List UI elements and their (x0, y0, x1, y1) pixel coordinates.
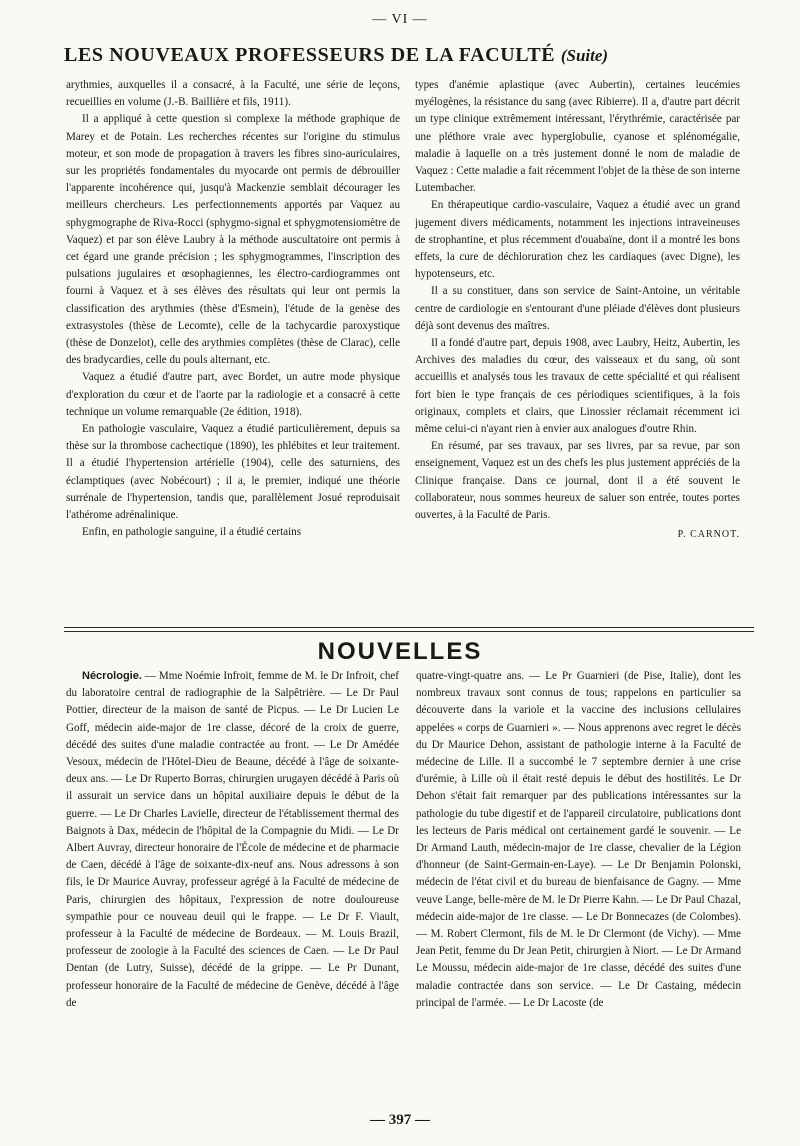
news-column-left (66, 668, 399, 1096)
article-paragraph: arythmies, auxquelles il a consacré, à la Faculté, une série de leçons, recueillies en volume (J.-B. Baillière et fils, 1911). (66, 79, 400, 109)
article-column-right (415, 77, 740, 617)
article-paragraph: En pathologie vasculaire, Vaquez a étudié particulièrement, depuis sa thèse sur la thrombose cachectique (1890), les phlébites et leur traitement. Il a étudié l'hypertension artérielle (1904), celle des saturniens, des éclamptiques (avec Nobécourt) ; il a, le premier, indiqué une théorie surrénale de l'hypertension, tandis que, parallèlement Josué reproduisait l'athérome adrénalinique. (66, 423, 400, 522)
page-number: — 397 — (370, 1112, 430, 1128)
section-title: NOUVELLES (317, 638, 483, 665)
article-paragraph: En thérapeutique cardio-vasculaire, Vaquez a étudié avec un grand jugement divers médicaments, notamment les injections intraveineuses de strophantine, et plus récemment d'ouabaïne, dont il a montré les bons effets, la cure de déchloruration chez les cardiaques (avec Digne), les hypotenseurs, etc. (415, 199, 740, 281)
article-paragraph: En résumé, par ses travaux, par ses livres, par sa revue, par son enseignement, Vaquez est un des chefs les plus justement appréciés de la Clinique française. Dans ce journal, dont il a été souvent le collaborateur, nous sommes heureux de saluer son entrée, toutes portes ouvertes, à la Faculté de Paris. (415, 440, 740, 522)
article-paragraph: Il a appliqué à cette question si complexe la méthode graphique de Marey et de Potain. Les recherches récentes sur l'origine du stimulus moteur, et son mode de propagation à travers les fibres sino-auriculaires, sur les propriétés fondamentales du myocarde ont permis de débrouiller l'apparente incohérence qui, jusqu'à Mackenzie semblait décourager les meilleurs chercheurs. Les perfectionnements apportés par Vaquez au sphygmographe de Riva-Rocci (sphygmo-signal et sphygmotensiomètre de Vaquez) et par son élève Laubry à la méthode auscultatoire ont permis à cet égard une grande précision ; les sphygmogrammes, l'inscription des pulsations jugulaires et œsophagiennes, les électro-cardiogrammes ont fourni à Vaquez et à ses élèves des résultats qui leur ont permis la classification des arythmies (thèse d'Esmein), l'étude de la genèse des extrasystoles (thèse de Lecomte), celle de la tachycardie paroxystique (thèse de Donzelot), celle des arythmies complètes (thèse de Clarac), celle des bradycardies, celle du pouls alternant, etc. (66, 113, 400, 367)
article-title-text: LES NOUVEAUX PROFESSEURS DE LA FACULTÉ (64, 44, 556, 66)
news-text: — Mme Noémie Infroit, femme de M. le Dr Infroit, chef du laboratoire central de radiographie de la Salpêtrière. — Le Dr Paul Pottier, directeur de la maison de santé de Picpus. — Le Dr Lucien Le Goff, médecin aide-major de 1re classe, décoré de la croix de guerre, décédé des suites d'une maladie contractée au front. — Le Dr Amédée Vesoux, médecin de l'Hôtel-Dieu de Beaune, décédé à l'âge de soixante-deux ans. — Le Dr Ruperto Borras, chirurgien urugayen décédé à Paris où il assurait un service dans un hôpital auxiliaire depuis le début de la guerre. — Le Dr Charles Lavielle, directeur de l'établissement thermal des Baignots à Dax, médecin de l'hôpital de la Compagnie du Midi. — Le Dr Albert Auvray, directeur honoraire de l'École de médecine et de pharmacie de Caen, décédé à l'âge de soixante-dix-neuf ans. Nous adressons à son fils, le Dr Maurice Auvray, professeur agrégé à la Faculté de médecine de Paris, chirurgien des hôpitaux, l'expression de notre douloureuse sympathie pour ce nouveau deuil qui le frappe. — Le Dr F. Viault, professeur à la Faculté de médecine de Bordeaux. — M. Louis Brazil, professeur de zoologie à la Faculté des sciences de Caen. — Le Dr Paul Dentan (de Lutry, Suisse), décédé de la grippe. — Le Pr Dunant, professeur honoraire de la Faculté de médecine de Genève, décédé à l'âge de (66, 670, 399, 1009)
news-paragraph (66, 668, 399, 1012)
article-paragraph: Enfin, en pathologie sanguine, il a étudié certains (82, 526, 302, 539)
section-divider (64, 627, 754, 628)
news-column-right (416, 668, 741, 1096)
article-paragraph: Il a su constituer, dans son service de Saint-Antoine, un véritable centre de cardiologie en s'entourant d'une pléiade d'élèves dont plusieurs déjà sont devenus des maîtres. (415, 285, 740, 332)
article-column-left (66, 77, 400, 617)
article-paragraph: Il a fondé d'autre part, depuis 1908, avec Laubry, Heitz, Aubertin, les Archives des maladies du cœur, des vaisseaux et du sang, où sont accueillis et analysés tous les travaux de cette spécialité et qui réalisent fort bien le type français de ces périodiques scientifiques, à la fois originaux, complets et clairs, que Linossier réclamait récemment ici même celui-ci n'ayant rien à envier aux analogues d'outre Rhin. (415, 337, 740, 436)
article-paragraph: types d'anémie aplastique (avec Aubertin), certaines leucémies myélogènes, la résistance du sang (avec Ribierre). Il a, d'autre part décrit un type clinique extrêmement intéressant, l'érythrémie, caractérisée par une pléthore vraie avec hyperglobulie, cyanose et splénomégalie, maladie à laquelle on a très justement donné le nom de maladie de Vaquez : Cette maladie a fait récemment l'objet de la thèse de son interne Lutembacher. (415, 79, 740, 195)
article-paragraph: Vaquez a étudié d'autre part, avec Bordet, un autre mode physique d'exploration du cœur et de l'aorte par la radiologie et a consacré à cette technique un volume remarquable (2e édition, 1918). (66, 371, 400, 418)
news-paragraph: quatre-vingt-quatre ans. — Le Pr Guarnieri (de Pise, Italie), dont les nombreux travaux sont connus de tous; rappelons en particulier sa découverte dans la variole et la vaccine des inclusions cellulaires appelées « corps de Guarnieri ». — Nous apprenons avec regret le décès du Dr Maurice Dehon, assistant de pathologie interne à la Faculté de médecine de Lille. Il a succombé le 7 septembre dernier à une crise d'urémie, à Lille où il était resté depuis le début des hostilités. Le Dr Dehon s'était fait remarquer par des publications intéressantes sur la pathologie du tube digestif et de l'appareil circulatoire, publications dont les lecteurs de Paris médical ont certainement gardé le souvenir. — Le Dr Armand Lauth, médecin-major de 1re classe, chevalier de la Légion d'honneur (de Saint-Germain-en-Laye). — Le Dr Benjamin Polonski, médecin de l'état civil et du bureau de bienfaisance de Gagny. — Mme veuve Lange, belle-mère de M. le Dr Pierre Kahn. — Le Dr Paul Chazal, médecin aide-major de 1re classe. — Le Dr Bonnecazes (de Colombes). — M. Robert Clermont, fils de M. le Dr Clermont (de Vichy). — Mme Jean Petit, femme du Dr Jean Petit, chirurgien à Niort. — Le Dr Armand Le Moussu, médecin aide-major de 1re classe, décédé des suites d'une maladie contractée dans son service. — Le Dr Castaing, médecin principal de l'armée. — Le Dr Lacoste (de (416, 670, 741, 1009)
article-title (64, 44, 754, 67)
section-divider-thin (64, 631, 754, 632)
article-title-suffix: (Suite) (560, 46, 609, 65)
news-lead: Nécrologie. (82, 670, 142, 682)
running-header: — VI — (372, 12, 428, 27)
author-signature: P. CARNOT. (677, 529, 740, 541)
